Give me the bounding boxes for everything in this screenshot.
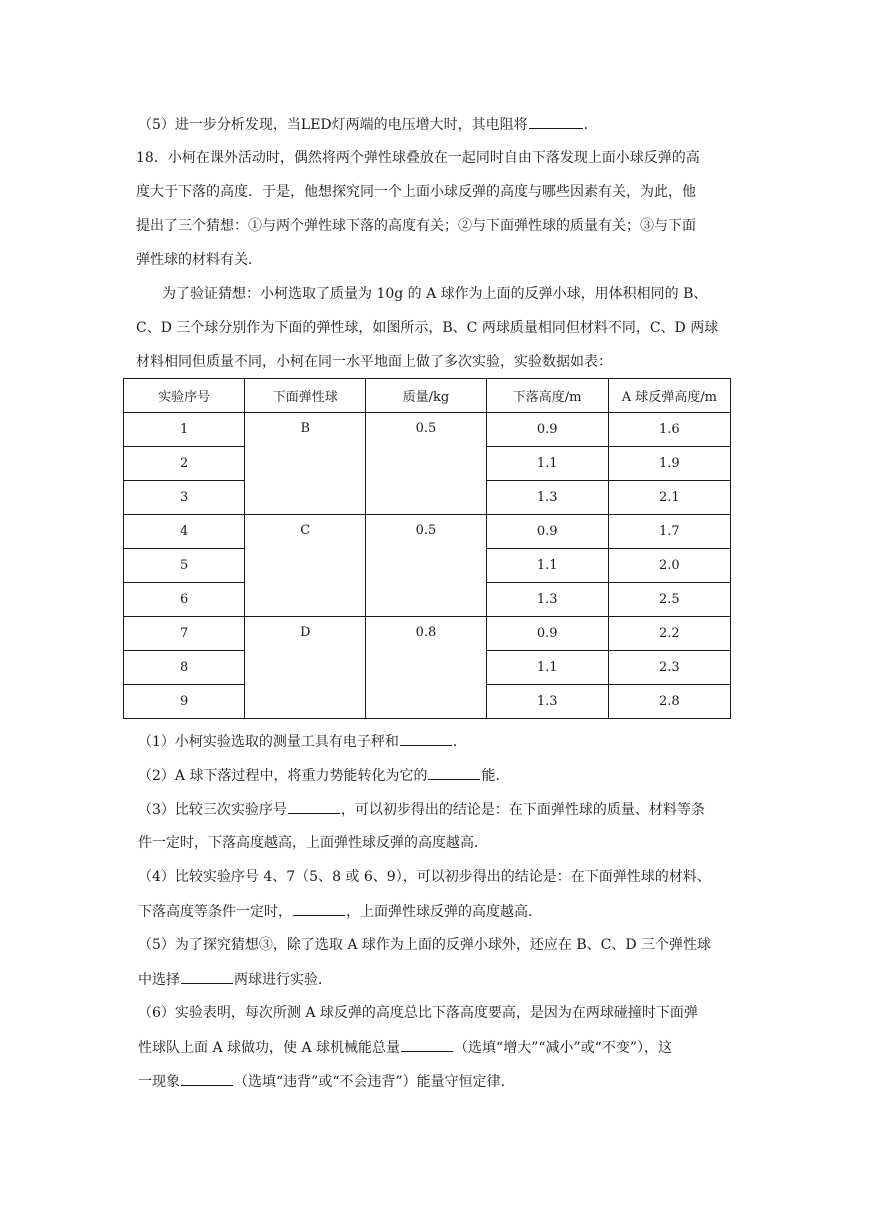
answer-blank[interactable]	[400, 731, 452, 746]
question-5-line-2: 中选择 两球进行实验．	[138, 969, 869, 990]
table-row: 5 1.1 2.0	[124, 549, 731, 583]
problem-18-line-1: 18．小柯在课外活动时，偶然将两个弹性球叠放在一起同时自由下落发现上面小球反弹的高	[136, 150, 700, 166]
table-row: 9 1.3 2.8	[124, 685, 731, 719]
header-mass: 质量/kg	[366, 379, 486, 413]
mass-cell: 0.5	[366, 515, 486, 617]
problem-18-line-7: 材料相同但质量不同，小柯在同一水平地面上做了多次实验，实验数据如表：	[136, 354, 612, 370]
table-row: 7 D 0.8 0.9 2.2	[124, 617, 731, 651]
question-1: （1）小柯实验选取的测量工具有电子秤和 ．	[138, 731, 869, 752]
problem-18-line-6: C、D 三个球分别作为下面的弹性球，如图所示，B、C 两球质量相同但材料不同，C、D 两球	[136, 320, 719, 336]
lower-ball-cell: B	[245, 413, 366, 515]
table-row: 1 B 0.5 0.9 1.6	[124, 413, 731, 447]
answer-blank[interactable]	[428, 765, 480, 780]
question-6-line-3: 一现象 （选填“违背”或“不会违背”）能量守恒定律．	[138, 1071, 869, 1092]
question-2: （2）A 球下落过程中，将重力势能转化为它的 能．	[138, 765, 869, 786]
answer-blank[interactable]	[181, 1071, 233, 1086]
table-row: 4 C 0.5 0.9 1.7	[124, 515, 731, 549]
experiment-data-table	[123, 378, 731, 719]
table-row: 6 1.3 2.5	[124, 583, 731, 617]
question-6-line-2: 性球队上面 A 球做功，使 A 球机械能总量 （选填“增大”“减小”或“不变”），这	[138, 1037, 869, 1058]
problem-18-line-2: 度大于下落的高度．于是，他想探究同一个上面小球反弹的高度与哪些因素有关，为此，他	[136, 184, 696, 200]
answer-blank[interactable]	[181, 969, 233, 984]
answer-blank[interactable]	[529, 114, 583, 129]
question-3-line-2: 件一定时，下落高度越高，上面弹性球反弹的高度越高．	[138, 835, 488, 851]
question-5: （5）为了探究猜想③，除了选取 A 球作为上面的反弹小球外，还应在 B、C、D 三个弹性球	[138, 937, 712, 953]
lower-ball-cell: C	[245, 515, 366, 617]
header-trial-number: 实验序号	[124, 379, 245, 413]
question-3: （3）比较三次实验序号 ，可以初步得出的结论是：在下面弹性球的质量、材料等条	[138, 799, 869, 820]
table-row: 8 1.1 2.3	[124, 651, 731, 685]
header-drop-height: 下落高度/m	[486, 379, 608, 413]
mass-cell: 0.8	[366, 617, 486, 719]
problem-18-line-3: 提出了三个猜想：①与两个弹性球下落的高度有关；②与下面弹性球的质量有关；③与下面	[136, 218, 696, 234]
answer-blank[interactable]	[288, 799, 340, 814]
question-4: （4）比较实验序号 4、7（5、8 或 6、9），可以初步得出的结论是：在下面弹性球的材料、	[138, 869, 711, 885]
intro-question-5: （5）进一步分析发现，当LED灯两端的电压增大时，其电阻将 ．	[138, 114, 869, 135]
answer-blank[interactable]	[293, 901, 345, 916]
table-row: 2 1.1 1.9	[124, 447, 731, 481]
lower-ball-cell: D	[245, 617, 366, 719]
table-row: 3 1.3 2.1	[124, 481, 731, 515]
header-lower-ball: 下面弹性球	[245, 379, 366, 413]
table-header-row	[124, 379, 731, 413]
answer-blank[interactable]	[401, 1037, 453, 1052]
question-6: （6）实验表明，每次所测 A 球反弹的高度总比下落高度要高，是因为在两球碰撞时下面弹	[138, 1005, 698, 1021]
problem-18-line-5: 为了验证猜想：小柯选取了质量为 10g 的 A 球作为上面的反弹小球，用体积相同的 B、	[162, 286, 708, 302]
header-rebound-height: A 球反弹高度/m	[608, 379, 730, 413]
mass-cell: 0.5	[366, 413, 486, 515]
problem-18-line-4: 弹性球的材料有关．	[136, 252, 262, 268]
question-4-line-2: 下落高度等条件一定时， ，上面弹性球反弹的高度越高．	[138, 901, 869, 922]
